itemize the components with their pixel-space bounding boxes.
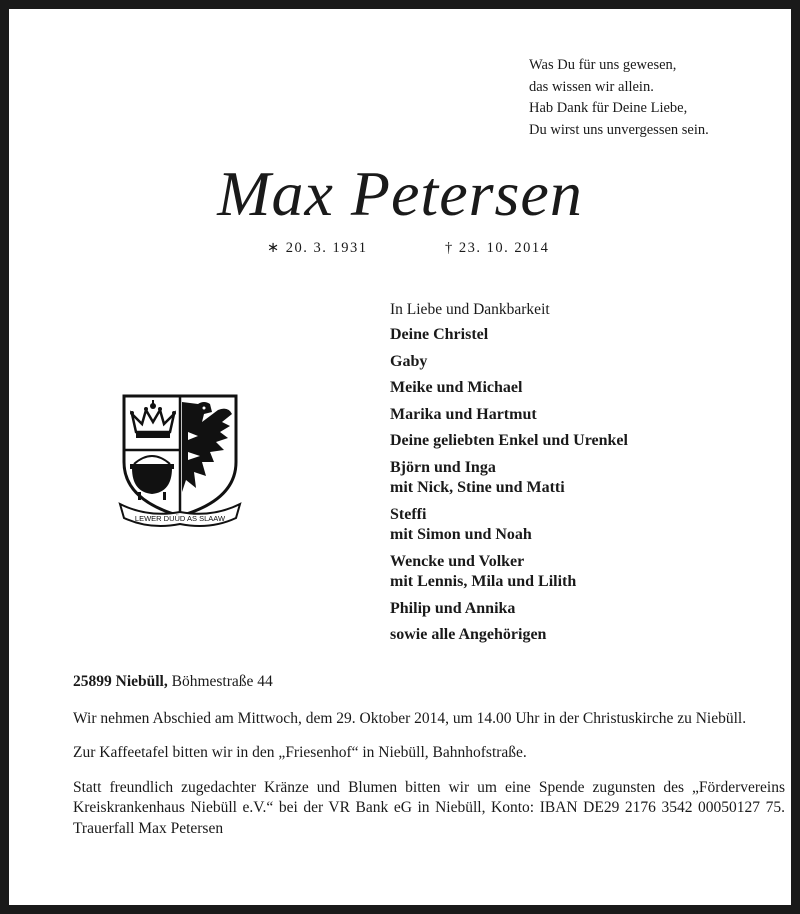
- address-street: Böhmestraße 44: [171, 673, 273, 690]
- family-line: Wencke und Volker: [390, 552, 525, 570]
- family-group: [390, 505, 790, 546]
- family-line: mit Simon und Noah: [390, 526, 532, 543]
- reception-info: Zur Kaffeetafel bitten wir in den „Friesenhof“ in Niebüll, Bahnhofstraße.: [73, 744, 527, 761]
- funeral-info: Wir nehmen Abschied am Mittwoch, dem 29. Oktober 2014, um 14.00 Uhr in der Christuskirche zu Niebüll.: [73, 709, 747, 727]
- birth-date: ∗ 20. 3. 1931: [267, 240, 368, 256]
- notice-body: [73, 672, 785, 853]
- poem-line: das wissen wir allein.: [529, 78, 654, 95]
- family-line: mit Nick, Stine und Matti: [390, 479, 565, 496]
- family-intro: In Liebe und Dankbarkeit: [390, 301, 550, 318]
- family-group: [390, 431, 790, 452]
- family-line: Steffi: [390, 505, 427, 523]
- family-group: [390, 599, 790, 620]
- family-line: mit Lennis, Mila und Lilith: [390, 573, 577, 590]
- family-signatures: [390, 299, 790, 646]
- family-group: [390, 352, 790, 373]
- coat-of-arms-icon: [118, 392, 242, 532]
- family-group: [390, 378, 790, 399]
- crest-motto: LEWER DUÜD AS SLAAW: [134, 514, 226, 523]
- family-group: [390, 552, 790, 593]
- family-line: Deine Christel: [390, 326, 489, 343]
- family-line: Deine geliebten Enkel und Urenkel: [390, 432, 628, 449]
- family-line: Marika und Hartmut: [390, 405, 537, 423]
- poem-line: Was Du für uns gewesen,: [529, 57, 677, 73]
- poem-line: Hab Dank für Deine Liebe,: [529, 100, 688, 116]
- family-line: Meike und Michael: [390, 379, 523, 396]
- family-line: Philip und Annika: [390, 599, 516, 617]
- family-line: Gaby: [390, 352, 428, 370]
- family-line: Björn und Inga: [390, 458, 496, 476]
- poem-line: Du wirst uns unvergessen sein.: [529, 121, 709, 138]
- death-date: † 23. 10. 2014: [445, 240, 550, 256]
- donation-info: Statt freundlich zugedachter Kränze und Blumen bitten wir um eine Spende zugunsten des „Fördervereins Kreiskrankenhaus Niebüll e.V.“ bei der VR Bank eG in Niebüll, Konto: IBAN DE29 2176 3542 00050127 75. Trauerfall Max Petersen: [73, 778, 785, 837]
- family-group: [390, 405, 790, 426]
- family-group: [390, 325, 790, 346]
- family-group: [390, 458, 790, 499]
- memorial-poem: [529, 55, 779, 141]
- address: [73, 672, 785, 693]
- family-line: sowie alle Angehörigen: [390, 626, 547, 643]
- address-city: 25899 Niebüll,: [73, 673, 168, 690]
- deceased-name: Max Petersen: [217, 158, 583, 229]
- family-group: [390, 625, 790, 646]
